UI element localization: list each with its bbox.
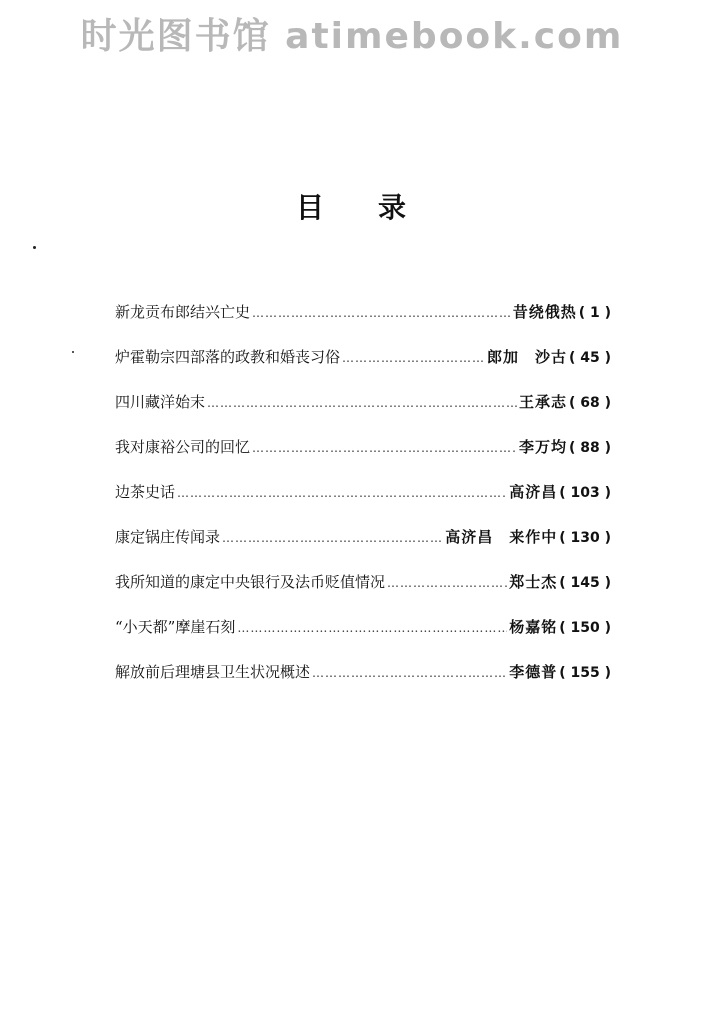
toc-entry-author: 郎加 沙古 (486, 348, 567, 366)
toc-entry[interactable] (115, 470, 611, 515)
toc-entry-author: 杨嘉铭 (509, 618, 558, 636)
dot-leader (207, 381, 517, 426)
title-char-2: 录 (378, 191, 409, 224)
toc-entry-page: ( 145 ) (559, 575, 611, 591)
dot-leader (222, 516, 443, 561)
toc-entry-author: 高济昌 (509, 483, 558, 501)
toc-entry-page: ( 88 ) (568, 440, 611, 456)
toc-entry[interactable] (115, 425, 611, 470)
toc-entry[interactable] (115, 335, 611, 380)
toc-entry-title: 我对康裕公司的回忆 (115, 438, 251, 456)
dot-leader (387, 561, 507, 606)
dot-leader (252, 291, 511, 336)
watermark: 时光图书馆 atimebook.com (80, 16, 624, 57)
speck (72, 351, 74, 353)
toc-entry-author: 李万均 (518, 438, 567, 456)
toc-entry-page: ( 155 ) (559, 665, 611, 681)
toc-entry-title: 康定锅庄传闻录 (115, 528, 221, 546)
toc-entry[interactable] (115, 515, 611, 560)
dot-leader (312, 651, 507, 696)
toc-entry[interactable] (115, 650, 611, 695)
dot-leader (237, 606, 507, 651)
toc-entry-title: 边茶史话 (115, 483, 176, 501)
page-title (0, 186, 704, 226)
dot-leader (342, 336, 485, 381)
toc-entry-page: ( 45 ) (568, 350, 611, 366)
toc-entry-page: ( 103 ) (559, 485, 611, 501)
toc-entry-title: 解放前后理塘县卫生状况概述 (115, 663, 311, 681)
title-char-1: 目 (295, 191, 326, 224)
toc-entry-author: 郑士杰 (509, 573, 558, 591)
toc-entry[interactable] (115, 605, 611, 650)
toc-entry-author: 高济昌 来作中 (445, 528, 558, 546)
dot-leader (252, 426, 517, 471)
toc-entry-page: ( 68 ) (568, 395, 611, 411)
toc-entry-author: 昔绕俄热 (512, 303, 577, 321)
toc-entry-title: 炉霍勒宗四部落的政教和婚丧习俗 (115, 348, 341, 366)
toc-entry-page: ( 130 ) (559, 530, 611, 546)
toc-entry[interactable] (115, 380, 611, 425)
toc-entry-title: 新龙贡布郎结兴亡史 (115, 303, 251, 321)
toc-entry-title: 我所知道的康定中央银行及法币贬值情况 (115, 573, 386, 591)
toc-entry[interactable] (115, 290, 611, 335)
dot-leader (177, 471, 507, 516)
toc-entry[interactable] (115, 560, 611, 605)
toc-entry-page: ( 150 ) (559, 620, 611, 636)
toc-entry-author: 王承志 (518, 393, 567, 411)
speck (33, 246, 36, 249)
toc-entry-page: ( 1 ) (578, 305, 611, 321)
toc-entry-title: “小天都”摩崖石刻 (115, 618, 236, 636)
table-of-contents (115, 290, 611, 695)
toc-entry-author: 李德普 (509, 663, 558, 681)
toc-entry-title: 四川藏洋始末 (115, 393, 206, 411)
